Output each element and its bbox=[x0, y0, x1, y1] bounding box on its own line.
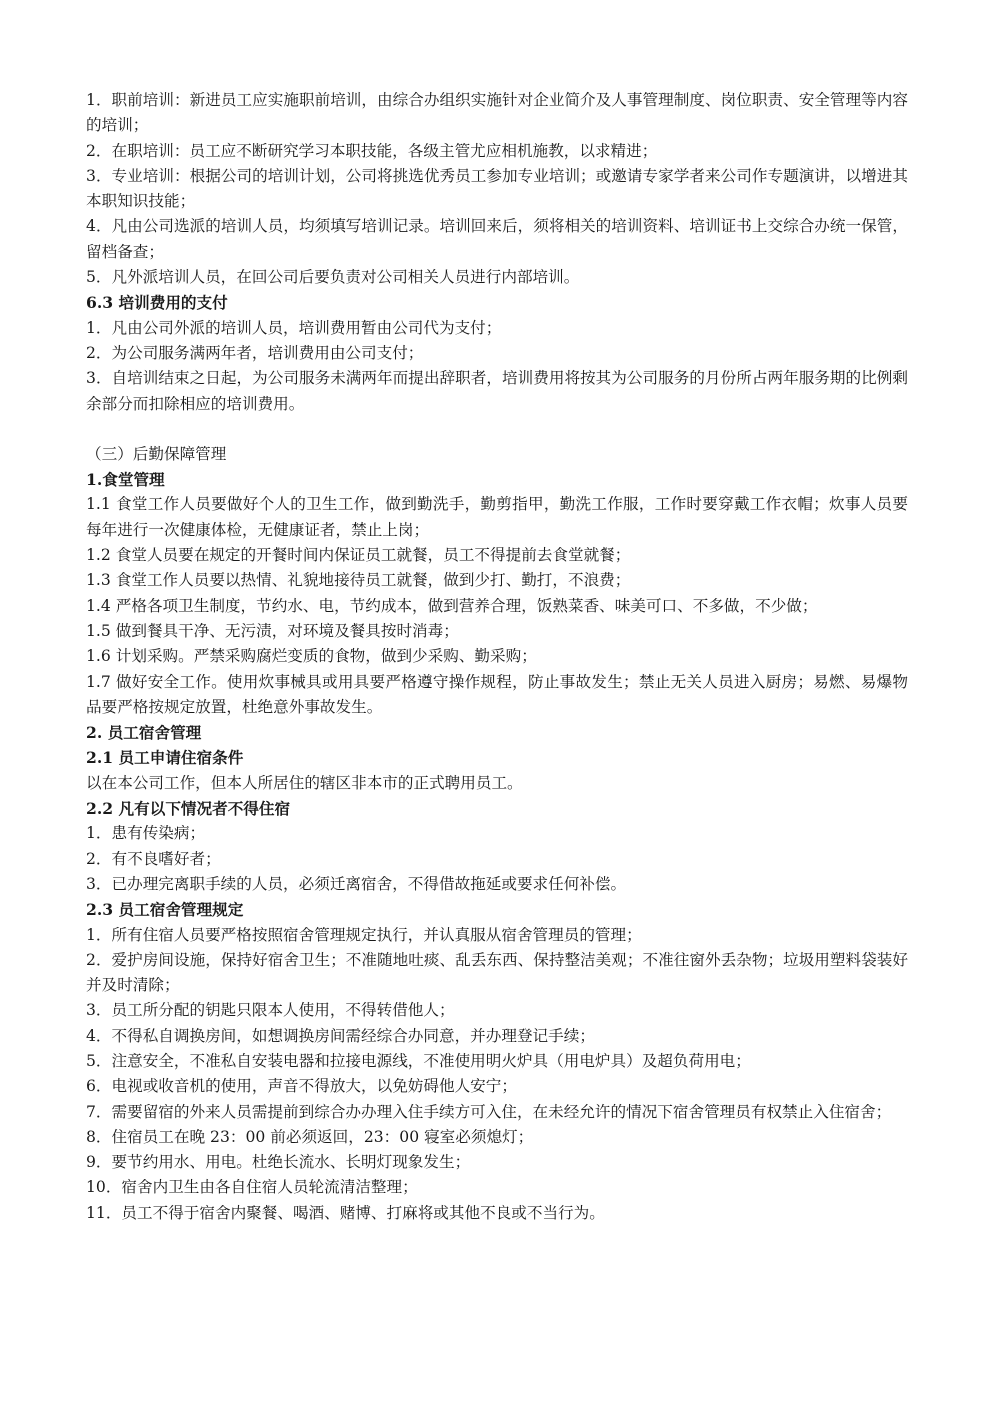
section-heading: 1.食堂管理 bbox=[86, 470, 165, 490]
dorm-rules-list bbox=[86, 923, 908, 1227]
training-list bbox=[86, 88, 908, 290]
list-item: 2．为公司服务满两年者，培训费用由公司支付； bbox=[86, 343, 424, 362]
paragraph: 以在本公司工作，但本人所居住的辖区非本市的正式聘用员工。 bbox=[86, 773, 523, 792]
list-item: 1.5 做到餐具干净、无污渍，对环境及餐具按时消毒； bbox=[86, 621, 459, 640]
list-item: 1．凡由公司外派的培训人员，培训费用暂由公司代为支付； bbox=[86, 318, 502, 337]
subsection-heading: 2.2 凡有以下情况者不得住宿 bbox=[86, 799, 291, 819]
paragraph-spacer bbox=[86, 417, 908, 442]
list-item: 3．员工所分配的钥匙只限本人使用，不得转借他人； bbox=[86, 1001, 455, 1020]
list-item: 8．住宿员工在晚 23：00 前必须返回，23：00 寝室必须熄灯； bbox=[86, 1127, 534, 1146]
list-item: 2．有不良嗜好者； bbox=[86, 849, 221, 868]
canteen-list bbox=[86, 492, 908, 720]
section-heading: 6.3 培训费用的支付 bbox=[86, 293, 228, 313]
list-item: 7．需要留宿的外来人员需提前到综合办办理入住手续方可入住，在未经允许的情况下宿舍管理员有权禁止入住宿舍； bbox=[86, 1102, 892, 1121]
list-item: 1．患有传染病； bbox=[86, 824, 206, 843]
list-item: 3．自培训结束之日起，为公司服务未满两年而提出辞职者，培训费用将按其为公司服务的月份所占两年服务期的比例剩余部分而扣除相应的培训费用。 bbox=[86, 369, 908, 413]
list-item: 4．不得私自调换房间，如想调换房间需经综合办同意，并办理登记手续； bbox=[86, 1026, 595, 1045]
dorm-deny-list bbox=[86, 821, 908, 897]
list-item: 6．电视或收音机的使用，声音不得放大，以免妨碍他人安宁； bbox=[86, 1077, 517, 1096]
subsection-heading: 2.3 员工宿舍管理规定 bbox=[86, 900, 244, 920]
list-item: 1.4 严格各项卫生制度，节约水、电，节约成本，做到营养合理，饭熟菜香、味美可口、不多做，不少做； bbox=[86, 596, 818, 615]
list-item: 9．要节约用水、用电。杜绝长流水、长明灯现象发生； bbox=[86, 1153, 471, 1172]
list-item: 11．员工不得于宿舍内聚餐、喝酒、赌博、打麻将或其他不良或不当行为。 bbox=[86, 1203, 605, 1222]
list-item: 1.7 做好安全工作。使用炊事械具或用具要严格遵守操作规程，防止事故发生；禁止无关人员进入厨房；易燃、易爆物品要严格按规定放置，杜绝意外事故发生。 bbox=[86, 672, 908, 716]
subsection-heading: 2.1 员工申请住宿条件 bbox=[86, 748, 244, 768]
section-heading: 2. 员工宿舍管理 bbox=[86, 723, 202, 743]
list-item: 5．注意安全，不准私自安装电器和拉接电源线，不准使用明火炉具（用电炉具）及超负荷用电； bbox=[86, 1051, 751, 1070]
list-item: 3．已办理完离职手续的人员，必须迁离宿舍，不得借故拖延或要求任何补偿。 bbox=[86, 874, 627, 893]
fee-list bbox=[86, 316, 908, 417]
list-item: 2．爱护房间设施，保持好宿舍卫生；不准随地吐痰、乱丢东西、保持整洁美观；不准往窗外丢杂物；垃圾用塑料袋装好并及时清除； bbox=[86, 950, 908, 995]
list-item: 2．在职培训：员工应不断研究学习本职技能，各级主管尤应相机施教，以求精进； bbox=[86, 141, 658, 160]
document-page bbox=[86, 88, 908, 1226]
list-item: 3．专业培训：根据公司的培训计划，公司将挑选优秀员工参加专业培训；或邀请专家学者来公司作专题演讲，以增进其本职知识技能； bbox=[86, 166, 908, 211]
list-item: 10．宿舍内卫生由各自住宿人员轮流清洁整理； bbox=[86, 1178, 418, 1197]
chapter-heading: （三）后勤保障管理 bbox=[86, 444, 227, 463]
list-item: 1.1 食堂工作人员要做好个人的卫生工作，做到勤洗手，勤剪指甲，勤洗工作服，工作时要穿戴工作衣帽；炊事人员要每年进行一次健康体检，无健康证者，禁止上岗； bbox=[86, 495, 908, 539]
list-item: 5．凡外派培训人员，在回公司后要负责对公司相关人员进行内部培训。 bbox=[86, 268, 580, 287]
list-item: 1.2 食堂人员要在规定的开餐时间内保证员工就餐，员工不得提前去食堂就餐； bbox=[86, 546, 631, 565]
list-item: 4．凡由公司选派的培训人员，均须填写培训记录。培训回来后，须将相关的培训资料、培训证书上交综合办统一保管，留档备查； bbox=[86, 217, 908, 261]
list-item: 1．职前培训：新进员工应实施职前培训，由综合办组织实施针对企业简介及人事管理制度、岗位职责、安全管理等内容的培训； bbox=[86, 91, 908, 135]
list-item: 1.3 食堂工作人员要以热情、礼貌地接待员工就餐，做到少打、勤打，不浪费； bbox=[86, 571, 631, 590]
list-item: 1.6 计划采购。严禁采购腐烂变质的食物，做到少采购、勤采购； bbox=[86, 647, 537, 666]
list-item: 1．所有住宿人员要严格按照宿舍管理规定执行，并认真服从宿舍管理员的管理； bbox=[86, 925, 642, 944]
